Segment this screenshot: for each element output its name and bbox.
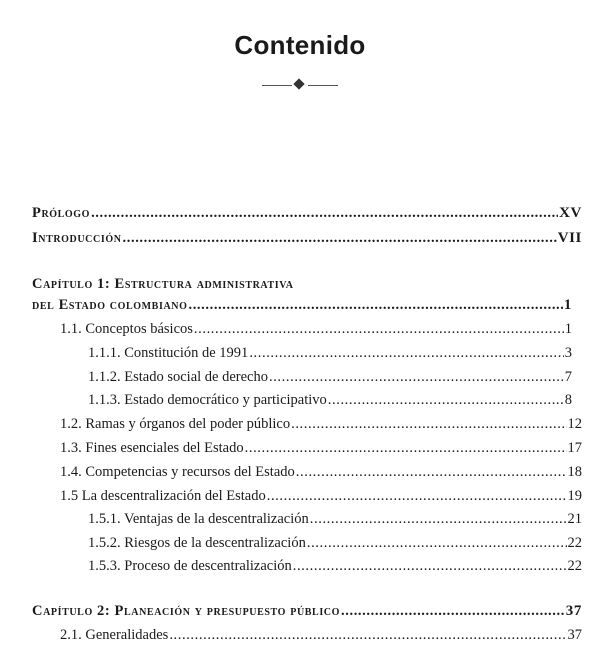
toc-entry-1-5-1[interactable] — [88, 510, 582, 528]
toc-entry-chapter-1[interactable] — [32, 296, 572, 314]
toc-entry-chapter-2[interactable] — [32, 602, 582, 620]
toc-entry-1-5-3[interactable] — [88, 557, 582, 575]
toc-entry-label: del Estado colombiano — [32, 297, 188, 313]
toc-entry-label: Prólogo — [32, 205, 91, 221]
toc-entry-1-1-2[interactable] — [88, 368, 572, 386]
toc-entry-page: 12 — [567, 416, 582, 432]
toc-entry-introduccion[interactable] — [32, 229, 582, 247]
toc-leader-dots — [310, 510, 567, 528]
page-title: Contenido — [234, 30, 366, 60]
toc-entry-page: 37 — [565, 603, 582, 619]
toc-entry-2-1[interactable] — [60, 626, 582, 644]
toc-entry-label: 1.5 La descentralización del Estado — [60, 488, 266, 504]
toc-entry-1-5-2[interactable] — [88, 534, 582, 552]
toc-entry-label: 1.2. Ramas y órganos del poder público — [60, 416, 291, 432]
toc-entry-label: 1.1.1. Constitución de 1991 — [88, 345, 249, 361]
toc-entry-label: 1.1.3. Estado democrático y participativo — [88, 392, 327, 408]
toc-entry-page: 17 — [567, 440, 582, 456]
toc-leader-dots — [123, 229, 557, 247]
toc-entry-label: Introducción — [32, 230, 122, 246]
toc-entry-1-1-1[interactable] — [88, 344, 572, 362]
toc-leader-dots — [341, 602, 565, 620]
toc-leader-dots — [188, 296, 562, 314]
toc-entry-page: 21 — [567, 511, 582, 527]
toc-leader-dots — [194, 320, 564, 338]
toc-leader-dots — [249, 344, 563, 362]
toc-leader-dots — [307, 534, 567, 552]
toc-entry-label: 1.1. Conceptos básicos — [60, 321, 193, 337]
toc-leader-dots — [296, 463, 567, 481]
toc-leader-dots — [291, 415, 566, 433]
toc-entry-page: 3 — [564, 345, 572, 361]
toc-entry-prologo[interactable] — [32, 204, 582, 222]
toc-leader-dots — [269, 368, 564, 386]
toc-entry-label: 1.5.3. Proceso de descentralización — [88, 558, 292, 574]
toc-entry-label: 1.5.1. Ventajas de la descentralización — [88, 511, 309, 527]
toc-entry-1-1[interactable] — [60, 320, 572, 338]
toc-entry-page: XV — [559, 205, 582, 221]
toc-entry-page: 19 — [567, 488, 582, 504]
toc-entry-label: 1.3. Fines esenciales del Estado — [60, 440, 244, 456]
toc-entry-label: 2.1. Generalidades — [60, 627, 169, 643]
toc-entry-1-3[interactable] — [60, 439, 582, 457]
toc-entry-page: 22 — [567, 535, 582, 551]
toc-entry-page: VII — [557, 230, 582, 246]
toc-entry-page: 18 — [567, 464, 582, 480]
toc-leader-dots — [293, 557, 567, 575]
toc-entry-page: 22 — [567, 558, 582, 574]
toc-entry-page: 7 — [564, 369, 572, 385]
toc-entry-label: 1.4. Competencias y recursos del Estado — [60, 464, 295, 480]
toc-entry-1-2[interactable] — [60, 415, 582, 433]
toc-entry-page: 37 — [567, 627, 582, 643]
toc-entry-label: Capítulo 2: Planeación y presupuesto público — [32, 603, 341, 619]
toc-entry-1-1-3[interactable] — [88, 391, 572, 409]
toc-leader-dots — [328, 391, 564, 409]
toc-entry-label: 1.5.2. Riesgos de la descentralización — [88, 535, 306, 551]
toc-leader-dots — [267, 487, 567, 505]
toc-entry-1-4[interactable] — [60, 463, 582, 481]
toc-entry-1-5[interactable] — [60, 487, 582, 505]
toc-leader-dots — [169, 626, 566, 644]
toc-leader-dots — [91, 204, 558, 222]
toc-entry-label: 1.1.2. Estado social de derecho — [88, 369, 268, 385]
toc-leader-dots — [245, 439, 567, 457]
toc-entry-page: 8 — [564, 392, 572, 408]
toc-chapter-1-heading[interactable]: Capítulo 1: Estructura administrativa — [32, 276, 294, 292]
toc-entry-page: 1 — [564, 321, 572, 337]
toc-entry-page: 1 — [563, 297, 572, 313]
